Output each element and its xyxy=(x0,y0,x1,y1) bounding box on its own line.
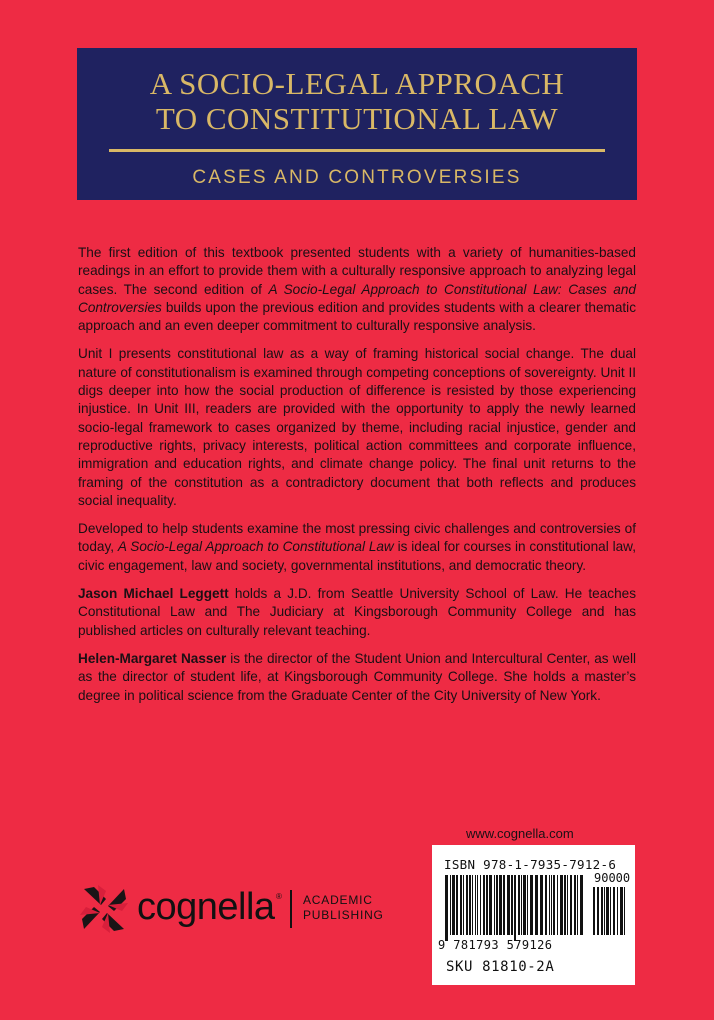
barcode-bar xyxy=(570,875,572,935)
author-bio-2 xyxy=(78,650,636,705)
barcode-bar xyxy=(472,875,473,935)
title-divider xyxy=(109,149,605,152)
barcode-bar xyxy=(494,875,495,935)
author-bio-text-1: holds a J.D. from Seattle University School of Law. He teaches Constitutional Law and The Judiciary at Kingsborough Community College and has published articles on culturally relevant teaching. xyxy=(78,586,636,638)
barcode-bar xyxy=(527,875,528,935)
back-cover-blurb xyxy=(78,244,636,715)
author-bio-1 xyxy=(78,585,636,640)
cognella-pinwheel-icon xyxy=(77,882,131,936)
barcode-label xyxy=(432,845,635,985)
price-barcode-icon xyxy=(592,887,628,941)
blurb-paragraph-1 xyxy=(78,244,636,335)
blurb-p1-book-title: A Socio-Legal Approach to Constitutional Law: Cases and Controversies xyxy=(78,281,636,315)
barcode-bar xyxy=(535,875,538,935)
barcode-bar xyxy=(610,887,611,935)
barcode-bar xyxy=(601,887,603,935)
barcode-bar xyxy=(445,875,448,941)
barcode-bar xyxy=(450,875,451,935)
book-title xyxy=(77,48,637,136)
barcode-bar xyxy=(530,875,533,935)
barcode-bar xyxy=(507,875,510,935)
author-name-1: Jason Michael Leggett xyxy=(78,586,229,602)
barcode-bar xyxy=(617,887,618,935)
barcode-bar xyxy=(483,875,485,935)
barcode-bar xyxy=(456,875,458,935)
blurb-paragraph-2: Unit I presents constitutional law as a way of framing historical social change. The dual nature of constitutionalism is examined through competing conceptions of sovereignty. Unit II digs deeper into how the social production of difference is resisted by those experiencing injustice. In Unit III, readers are provided with the opportunity to apply the newly learned socio-legal framework to cases organized by theme, including racial injustice, gender and reproductive rights, privacy interests, political action committees and corporate influence, immigration and education rights, and climate change policy. The final unit returns to the framing of the constitution as a contradictory document that both reflects and produces social inequality. xyxy=(78,346,636,508)
barcode-bar xyxy=(553,875,555,935)
barcode-bar xyxy=(469,875,471,935)
barcode-bar xyxy=(593,887,595,935)
price-code: 90000 xyxy=(594,871,631,885)
logo-divider xyxy=(290,890,292,928)
publisher-name: cognella xyxy=(137,886,275,928)
sku-text: SKU 81810-2A xyxy=(446,959,555,975)
barcode-bar xyxy=(597,887,599,935)
barcode-bar xyxy=(503,875,505,935)
barcode-bar xyxy=(496,875,498,935)
book-subtitle: CASES AND CONTROVERSIES xyxy=(192,167,522,188)
blurb-p3-text-a: Developed to help students examine the most pressing civic challenges and controversies of today, xyxy=(78,521,636,555)
barcode-bar xyxy=(480,875,481,935)
barcode-bar xyxy=(551,875,552,935)
barcode-bar xyxy=(540,875,543,935)
barcode-bar xyxy=(613,887,615,935)
blurb-p1-text-b: builds upon the previous edition and provides students with a clearer thematic approach and an even deeper commitment to culturally responsive analysis. xyxy=(78,299,636,334)
barcode-bar xyxy=(523,875,526,935)
ean-digits: 9 781793 579126 xyxy=(438,938,553,952)
barcode-bar xyxy=(549,875,550,935)
barcode-bar xyxy=(514,875,516,941)
barcode-bar xyxy=(466,875,468,935)
barcode-bar xyxy=(489,875,492,935)
barcode-bar xyxy=(620,887,623,935)
barcode-bar xyxy=(560,875,563,935)
barcode-bar xyxy=(557,875,558,935)
barcode-bar xyxy=(477,875,478,935)
isbn-text: ISBN 978-1-7935-7912-6 xyxy=(444,857,617,872)
tagline-line-1: ACADEMIC xyxy=(303,893,373,907)
barcode-bar xyxy=(460,875,462,935)
barcode-bar xyxy=(624,887,625,935)
ean13-barcode-icon xyxy=(444,875,586,941)
barcode-bar xyxy=(452,875,455,935)
tagline-line-2: PUBLISHING xyxy=(303,908,384,922)
publisher-website: www.cognella.com xyxy=(466,826,574,841)
barcode-bar xyxy=(574,875,576,935)
barcode-bar xyxy=(580,875,583,935)
barcode-bar xyxy=(606,887,609,935)
author-bio-text-2: is the director of the Student Union and Intercultural Center, as well as the director of student life, at Kingsborough Community College. She holds a master’s degree in political science from the Graduate Center of the City University of New York. xyxy=(78,650,637,703)
barcode-bar xyxy=(545,875,547,935)
barcode-bar xyxy=(475,875,476,935)
blurb-paragraph-3 xyxy=(78,520,636,575)
registered-mark: ® xyxy=(276,892,282,901)
title-panel xyxy=(77,48,637,200)
barcode-bar xyxy=(567,875,568,935)
publisher-logo xyxy=(77,880,407,940)
barcode-bar xyxy=(463,875,464,935)
barcode-bar xyxy=(521,875,522,935)
blurb-p3-text-b: is ideal for courses in constitutional law, civic engagement, law and society, governmental institutions, and democratic theory. xyxy=(78,539,636,573)
barcode-bar xyxy=(511,875,513,935)
barcode-bar xyxy=(564,875,566,935)
publisher-tagline xyxy=(303,893,384,923)
barcode-bar xyxy=(486,875,488,935)
barcode-bar xyxy=(518,875,520,935)
author-name-2: Helen-Margaret Nasser xyxy=(78,650,227,666)
barcode-bar xyxy=(499,875,502,935)
barcode-bar xyxy=(604,887,605,935)
book-title-line-1: A SOCIO-LEGAL APPROACH xyxy=(149,66,565,101)
book-title-line-2: TO CONSTITUTIONAL LAW xyxy=(155,101,559,136)
blurb-p1-text-a: The first edition of this textbook presented students with a variety of humanities-based readings in an effort to provide them with a culturally responsive approach to analyzing legal cases. The second edition of xyxy=(78,245,636,297)
blurb-p3-book-title: A Socio-Legal Approach to Constitutional Law xyxy=(117,539,394,555)
barcode-bar xyxy=(577,875,578,935)
